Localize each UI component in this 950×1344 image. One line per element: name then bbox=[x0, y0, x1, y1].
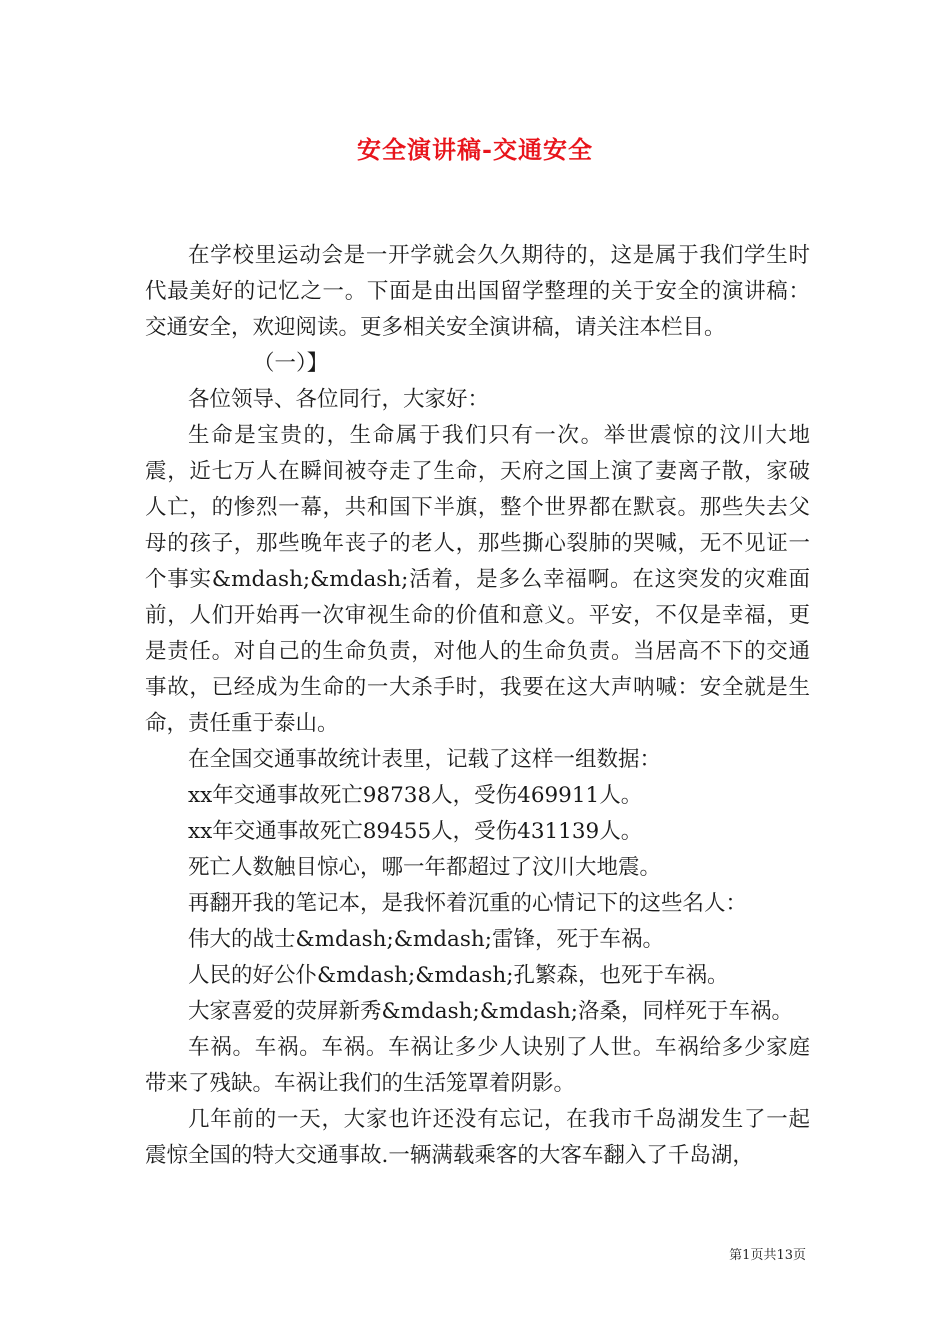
section-heading: （一）】 bbox=[253, 351, 329, 376]
paragraph-accidents: 车祸。车祸。车祸。车祸让多少人诀别了人世。车祸给多少家庭带来了残缺。车祸让我们的生活笼罩着阴影。 bbox=[145, 1035, 810, 1096]
paragraph-statistics-intro: 在全国交通事故统计表里，记载了这样一组数据： bbox=[188, 747, 662, 772]
paragraph-name-1: 伟大的战士&mdash;&mdash;雷锋，死于车祸。 bbox=[188, 927, 664, 952]
paragraph-statistic-1: xx年交通事故死亡98738人，受伤469911人。 bbox=[188, 783, 643, 808]
paragraph-notebook: 再翻开我的笔记本，是我怀着沉重的心情记下的这些名人： bbox=[188, 891, 748, 916]
document-title: 安全演讲稿-交通安全 bbox=[357, 135, 593, 164]
paragraph-qiandao-lake: 几年前的一天，大家也许还没有忘记，在我市千岛湖发生了一起震惊全国的特大交通事故.一辆满载乘客的大客车翻入了千岛湖， bbox=[145, 1107, 810, 1168]
paragraph-life: 生命是宝贵的，生命属于我们只有一次。举世震惊的汶川大地震，近七万人在瞬间被夺走了生命，天府之国上演了妻离子散，家破人亡，的惨烈一幕，共和国下半旗，整个世界都在默哀。那些失去父母的孩子，那些晚年丧子的老人，那些撕心裂肺的哭喊，无不见证一个事实&mdash;&mdash;活着，是多么幸福啊。在这突发的灾难面前，人们开始再一次审视生命的价值和意义。平安，不仅是幸福，更是责任。对自己的生命负责，对他人的生命负责。当居高不下的交通事故，已经成为生命的一大杀手时，我要在这大声呐喊：安全就是生命，责任重于泰山。 bbox=[145, 423, 810, 736]
paragraph-statistic-2: xx年交通事故死亡89455人，受伤431139人。 bbox=[188, 819, 643, 844]
paragraph-intro: 在学校里运动会是一开学就会久久期待的，这是属于我们学生时代最美好的记忆之一。下面是由出国留学整理的关于安全的演讲稿：交通安全，欢迎阅读。更多相关安全演讲稿，请关注本栏目。 bbox=[145, 243, 810, 340]
paragraph-name-3: 大家喜爱的荧屏新秀&mdash;&mdash;洛桑，同样死于车祸。 bbox=[188, 999, 793, 1024]
paragraph-greeting: 各位领导、各位同行，大家好： bbox=[188, 387, 490, 412]
document-body bbox=[145, 238, 810, 1174]
page-footer: 第1页共13页 bbox=[729, 1248, 806, 1263]
paragraph-name-2: 人民的好公仆&mdash;&mdash;孔繁森，也死于车祸。 bbox=[188, 963, 729, 988]
paragraph-statistics-comment: 死亡人数触目惊心，哪一年都超过了汶川大地震。 bbox=[188, 855, 662, 880]
